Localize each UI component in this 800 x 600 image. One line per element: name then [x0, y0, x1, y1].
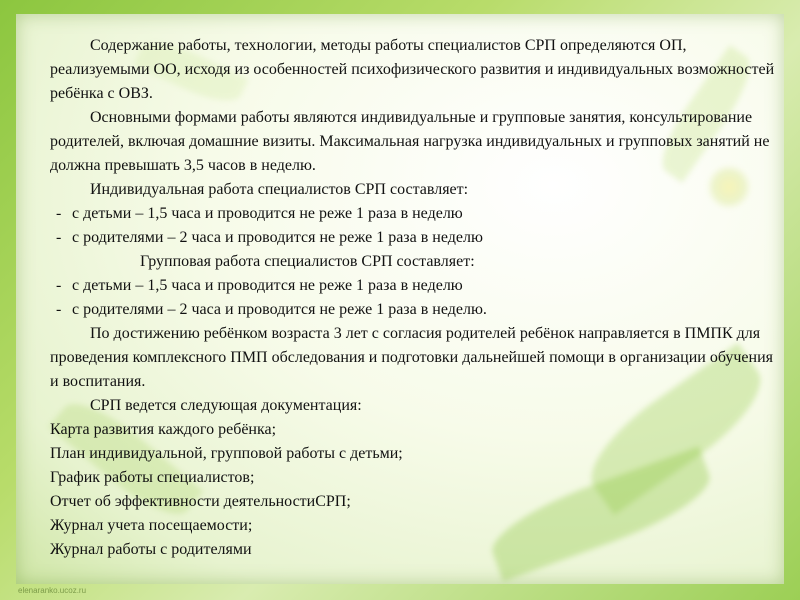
doc-item-schedule: График работы специалистов;: [50, 469, 255, 486]
doc-item-work-plan: План индивидуальной, групповой работы с детьми;: [50, 445, 403, 462]
list-item-text: с детьми – 1,5 часа и проводится не реже 1 раза в неделю: [72, 205, 463, 222]
doc-item-efficiency-report: Отчет об эффективности деятельностиСРП;: [50, 493, 351, 510]
doc-item-development-card: Карта развития каждого ребёнка;: [50, 421, 277, 438]
doc-item-parents-journal: Журнал работы с родителями: [50, 541, 252, 558]
list-item-individual-parents: [50, 226, 780, 250]
paragraph-pmpk: По достижению ребёнком возраста 3 лет с согласия родителей ребёнок направляется в ПМПК для проведения комплексного ПМП обследования и подготовки дальнейшей помощи в организации обучения и воспитания.: [50, 325, 773, 390]
list-item-individual-children: [50, 202, 780, 226]
dash-marker: -: [56, 205, 62, 222]
paragraph-individual-work: Индивидуальная работа специалистов СРП составляет:: [90, 181, 469, 198]
paragraph-content-methods: Содержание работы, технологии, методы работы специалистов СРП определяются ОП, реализуемыми ОО, исходя из особенностей психофизического развития и индивидуальных возможностей ребёнка с ОВЗ.: [50, 37, 775, 102]
list-item-text: с детьми – 1,5 часа и проводится не реже 1 раза в неделю: [72, 277, 463, 294]
list-item-text: с родителями – 2 часа и проводится не реже 1 раза в неделю: [72, 229, 483, 246]
watermark: elenaranko.ucoz.ru: [18, 586, 87, 595]
list-item-text: с родителями – 2 часа и проводится не реже 1 раза в неделю.: [72, 301, 487, 318]
dash-marker: -: [56, 277, 62, 294]
paragraph-group-work: Групповая работа специалистов СРП составляет:: [140, 253, 475, 270]
slide-body-text: [50, 34, 780, 562]
paragraph-work-forms: Основными формами работы являются индивидуальные и групповые занятия, консультирование родителей, включая домашние визиты. Максимальная нагрузка индивидуальных и групповых занятий не должна превышать 3,5 часов в неделю.: [50, 109, 770, 174]
list-item-group-parents: [50, 298, 780, 322]
dash-marker: -: [56, 301, 62, 318]
paragraph-documentation-heading: СРП ведется следующая документация:: [90, 397, 362, 414]
doc-item-attendance-journal: Журнал учета посещаемости;: [50, 517, 253, 534]
list-item-group-children: [50, 274, 780, 298]
dash-marker: -: [56, 229, 62, 246]
